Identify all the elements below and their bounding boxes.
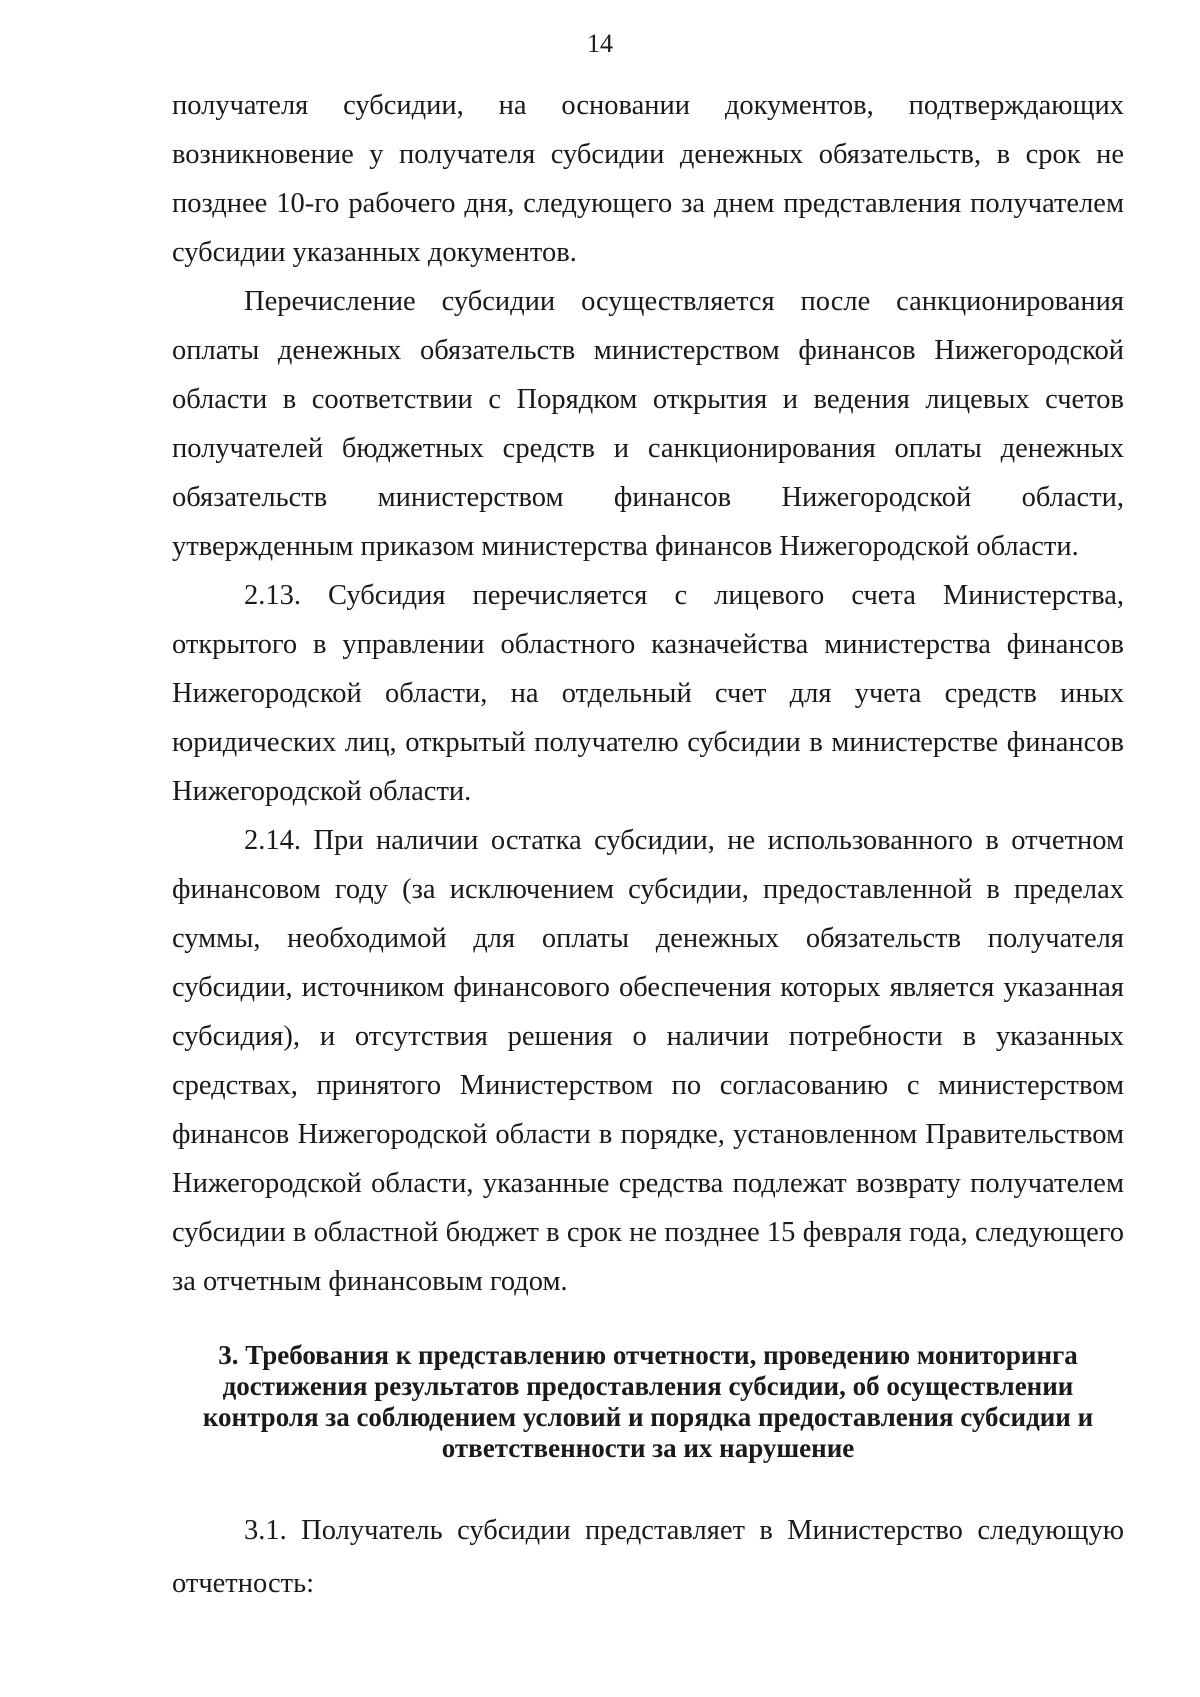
section-heading: 3. Требования к представлению отчетности, проведению мониторинга достижения результатов предоставления субсидии, об осуществлении контроля за соблюдением условий и порядка предоставления субсидии и ответственности за их нарушение [202,1340,1094,1463]
body-text [172,81,1124,1306]
section-3-body [172,1504,1124,1610]
paragraph-subsidy-transfer: Перечисление субсидии осуществляется после санкционирования оплаты денежных обязательств министерством финансов Нижегородской области в соответствии с Порядком открытия и ведения лицевых счетов получателей бюджетных средств и санкционирования оплаты денежных обязательств министерством финансов Нижегородской области, утвержденным приказом министерства финансов Нижегородской области. [172,286,1124,562]
paragraph-2-13: 2.13. Субсидия перечисляется с лицевого счета Министерства, открытого в управлении областного казначейства министерства финансов Нижегородской области, на отдельный счет для учета средств иных юридических лиц, открытый получателю субсидии в министерстве финансов Нижегородской области. [172,580,1124,807]
page-number: 14 [587,29,613,58]
paragraph-continuation: получателя субсидии, на основании документов, подтверждающих возникновение у получателя субсидии денежных обязательств, в срок не позднее 10-го рабочего дня, следующего за днем представления получателем субсидии указанных документов. [172,90,1124,268]
paragraph-2-14: 2.14. При наличии остатка субсидии, не использованного в отчетном финансовом году (за исключением субсидии, предоставленной в пределах суммы, необходимой для оплаты денежных обязательств получателя субсидии, источником финансового обеспечения которых является указанная субсидия), и отсутствия решения о наличии потребности в указанных средствах, принятого Министерством по согласованию с министерством финансов Нижегородской области в порядке, установленном Правительством Нижегородской области, указанные средства подлежат возврату получателем субсидии в областной бюджет в срок не позднее 15 февраля года, следующего за отчетным финансовым годом. [172,825,1124,1297]
paragraph-3-1: 3.1. Получатель субсидии представляет в Министерство следующую отчетность: [172,1515,1124,1599]
